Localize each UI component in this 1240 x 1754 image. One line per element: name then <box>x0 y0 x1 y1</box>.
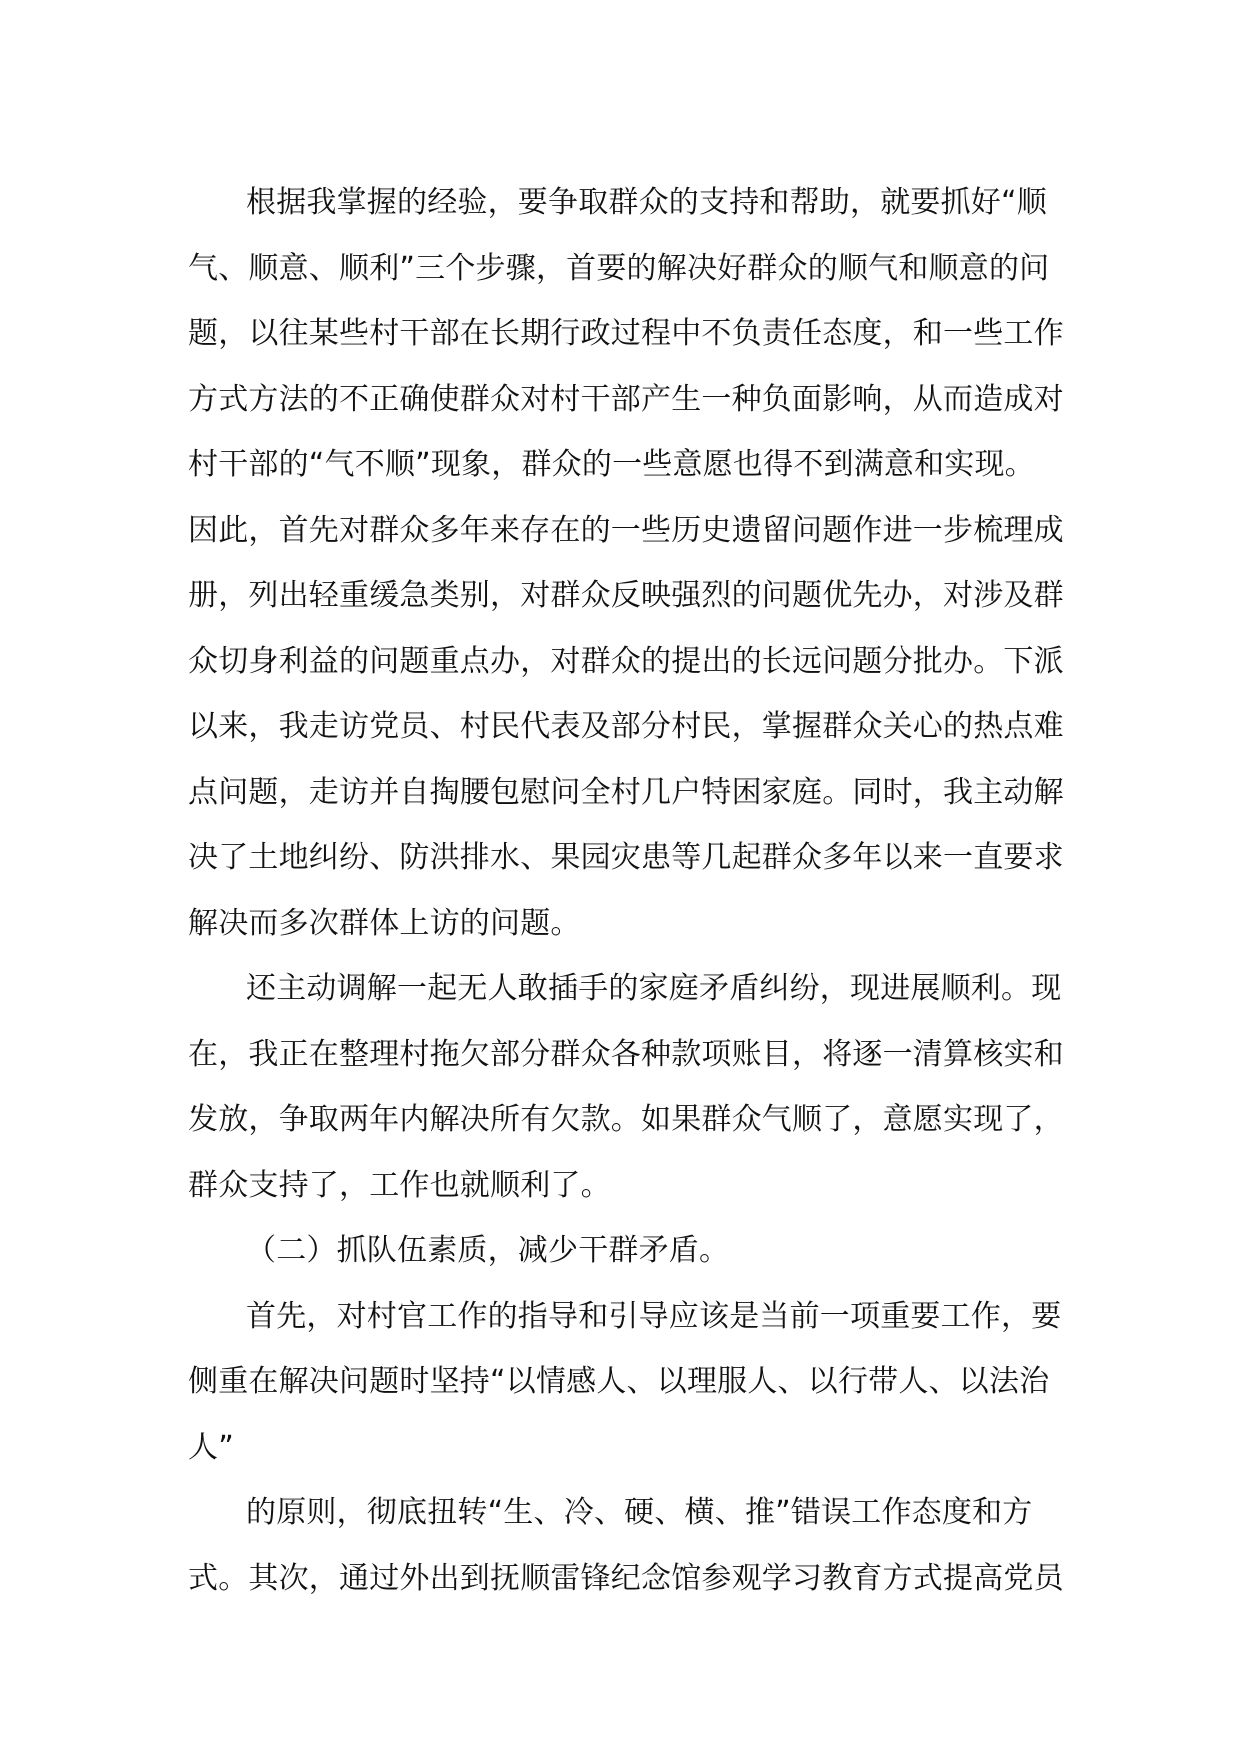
text-line: 根据我掌握的经验，要争取群众的支持和帮助，就要抓好“顺 <box>246 185 1047 220</box>
text-line: 以来，我走访党员、村民代表及部分村民，掌握群众关心的热点难 <box>188 709 1064 744</box>
text-line: 在，我正在整理村拖欠部分群众各种款项账目，将逐一清算核实和 <box>188 1036 1064 1072</box>
text-line: 首先，对村官工作的指导和引导应该是当前一项重要工作，要 <box>246 1298 1062 1334</box>
document-body <box>188 170 1064 1611</box>
text-line: （二）抓队伍素质，减少干群矛盾。 <box>246 1233 730 1268</box>
text-line: 式。其次，通过外出到抚顺雷锋纪念馆参观学习教育方式提高党员 <box>188 1560 1064 1596</box>
text-line: 侧重在解决问题时坚持“以情感人、以理服人、以行带人、以法治 <box>188 1364 1050 1399</box>
text-line: 方式方法的不正确使群众对村干部产生一种负面影响，从而造成对 <box>188 381 1064 417</box>
text-line: 题，以往某些村干部在长期行政过程中不负责任态度，和一些工作 <box>188 316 1064 351</box>
text-line: 人” <box>188 1429 234 1465</box>
text-line: 点问题，走访并自掏腰包慰问全村几户特困家庭。同时，我主动解 <box>188 774 1064 810</box>
text-line: 众切身利益的问题重点办，对群众的提出的长远问题分批办。下派 <box>188 643 1064 679</box>
text-line: 决了土地纠纷、防洪排水、果园灾患等几起群众多年以来一直要求 <box>188 840 1064 875</box>
text-line: 解决而多次群体上访的问题。 <box>188 905 581 941</box>
text-line: 气、顺意、顺利”三个步骤，首要的解决好群众的顺气和顺意的问 <box>188 250 1050 286</box>
text-line: 册，列出轻重缓急类别，对群众反映强烈的问题优先办，对涉及群 <box>188 578 1064 613</box>
text-line: 还主动调解一起无人敢插手的家庭矛盾纠纷，现进展顺利。现 <box>246 971 1062 1006</box>
text-line: 村干部的“气不顺”现象，群众的一些意愿也得不到满意和实现。 <box>188 447 1035 482</box>
text-line: 群众支持了，工作也就顺利了。 <box>188 1167 611 1203</box>
text-line: 的原则，彻底扭转“生、冷、硬、横、推”错误工作态度和方 <box>246 1495 1033 1530</box>
text-line: 发放，争取两年内解决所有欠款。如果群众气顺了，意愿实现了， <box>188 1102 1064 1137</box>
text-line: 因此，首先对群众多年来存在的一些历史遗留问题作进一步梳理成 <box>188 512 1064 548</box>
